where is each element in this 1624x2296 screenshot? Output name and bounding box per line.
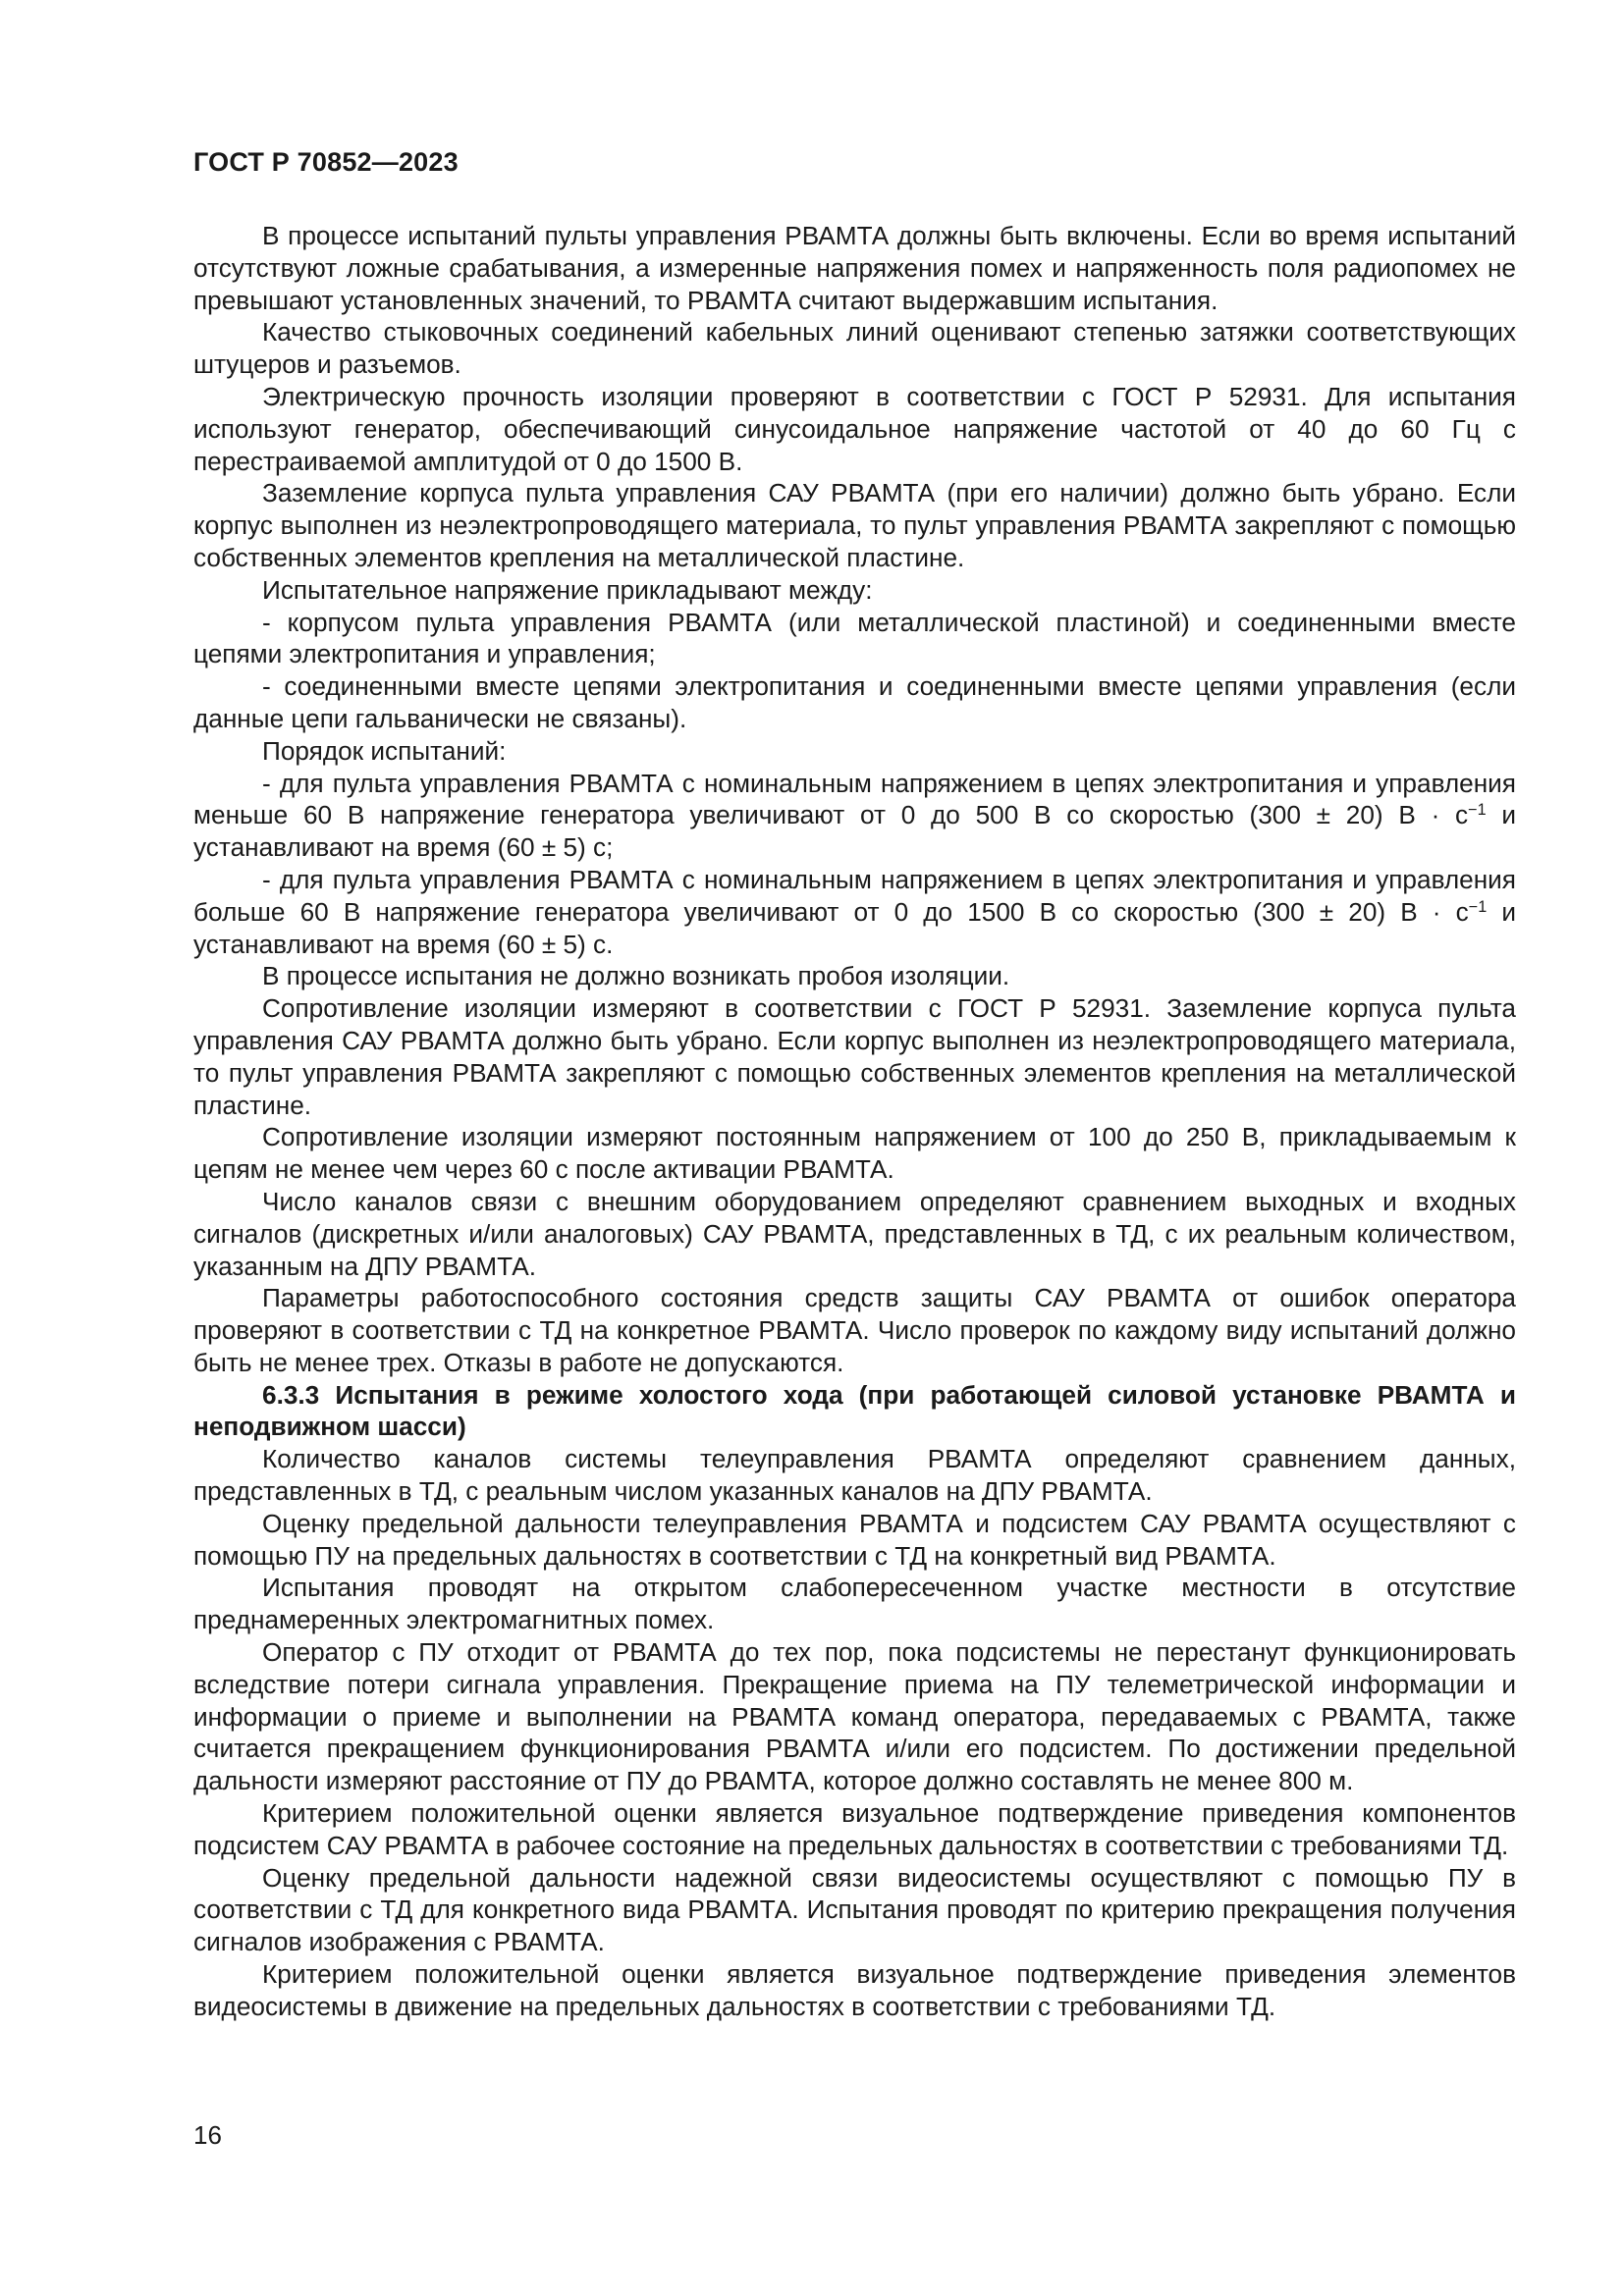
- paragraph: Число каналов связи с внешним оборудованием определяют сравнением выходных и входных сигналов (дискретных и/или аналоговых) САУ РВАМТА, представленных в ТД, с их реальным количеством, указанным на ДПУ РВАМТА.: [193, 1186, 1516, 1281]
- paragraph: Испытания проводят на открытом слабопересеченном участке местности в отсутствие преднамеренных электромагнитных помех.: [193, 1573, 1516, 1635]
- page-number: 16: [193, 2120, 222, 2150]
- list-item: - корпусом пульта управления РВАМТА (или металлической пластиной) и соединенными вместе цепями электропитания и управления;: [193, 607, 1516, 669]
- paragraph: Количество каналов системы телеуправления РВАМТА определяют сравнением данных, представленных в ТД, с реальным числом указанных каналов на ДПУ РВАМТА.: [193, 1444, 1516, 1507]
- list-item: - соединенными вместе цепями электропитания и соединенными вместе цепями управления (если данные цепи гальванически не связаны).: [193, 671, 1516, 733]
- list-item: [193, 864, 1516, 960]
- paragraph: Критерием положительной оценки является визуальное подтверждение приведения компонентов подсистем САУ РВАМТА в рабочее состояние на предельных дальностях в соответствии с требованиями ТД.: [193, 1798, 1516, 1860]
- paragraph: Качество стыковочных соединений кабельных линий оценивают степенью затяжки соответствующих штуцеров и разъемов.: [193, 317, 1516, 380]
- paragraph: Сопротивление изоляции измеряют постоянным напряжением от 100 до 250 В, прикладываемым к цепям не менее чем через 60 с после активации РВАМТА.: [193, 1122, 1516, 1185]
- paragraph: Критерием положительной оценки является визуальное подтверждение приведения элементов видеосистемы в движение на предельных дальностях в соответствии с требованиями ТД.: [193, 1959, 1516, 2021]
- paragraph: Электрическую прочность изоляции проверяют в соответствии с ГОСТ Р 52931. Для испытания используют генератор, обеспечивающий синусоидальное напряжение частотой от 40 до 60 Гц с перестраиваемой амплитудой от 0 до 1500 В.: [193, 381, 1516, 476]
- paragraph: Сопротивление изоляции измеряют в соответствии с ГОСТ Р 52931. Заземление корпуса пульта управления САУ РВАМТА должно быть убрано. Если корпус выполнен из неэлектропроводящего материала, то пульт управления РВАМТА закрепляют с помощью собственных элементов крепления на металлической пластине.: [193, 993, 1516, 1120]
- paragraph: В процессе испытания не должно возникать пробоя изоляции.: [262, 961, 1010, 991]
- exponent: −1: [1468, 801, 1487, 820]
- list-item-text: - для пульта управления РВАМТА с номинальным напряжением в цепях электропитания и управления меньше 60 В напряжение генератора увеличивают от 0 до 500 В со скоростью (300 ± 20) В · с: [193, 768, 1516, 830]
- list-item-tail: и устанавливают на время (60 ± 5) с;: [193, 800, 1517, 863]
- exponent: −1: [1468, 897, 1488, 916]
- paragraph: Оператор с ПУ отходит от РВАМТА до тех пор, пока подсистемы не перестанут функционировать вследствие потери сигнала управления. Прекращение приема на ПУ телеметрической информации и информации о приеме и выполнении на РВАМТА команд оператора, передаваемых с РВАМТА, также считается прекращением функционирования РВАМТА и/или его подсистем. По достижении предельной дальности измеряют расстояние от ПУ до РВАМТА, которое должно составлять не менее 800 м.: [193, 1637, 1516, 1796]
- paragraph: В процессе испытаний пульты управления РВАМТА должны быть включены. Если во время испытаний отсутствуют ложные срабатывания, а измеренные напряжения помех и напряженность поля радиопомех не превышают установленных значений, то РВАМТА считают выдержавшим испытания.: [193, 221, 1516, 315]
- paragraph: Оценку предельной дальности телеуправления РВАМТА и подсистем САУ РВАМТА осуществляют с помощью ПУ на предельных дальностях в соответствии с ТД на конкретный вид РВАМТА.: [193, 1508, 1516, 1571]
- section-heading: 6.3.3 Испытания в режиме холостого хода (при работающей силовой установке РВАМТА и неподвижном шасси): [193, 1379, 1516, 1442]
- paragraph: Испытательное напряжение прикладывают между:: [262, 574, 873, 605]
- list-item: [193, 768, 1516, 864]
- paragraph: Параметры работоспособного состояния средств защиты САУ РВАМТА от ошибок оператора проверяют в соответствии с ТД на конкретное РВАМТА. Число проверок по каждому виду испытаний должно быть не менее трех. Отказы в работе не допускаются.: [193, 1283, 1516, 1377]
- standard-id-header: ГОСТ Р 70852—2023: [193, 147, 459, 177]
- list-item-tail: и устанавливают на время (60 ± 5) с.: [193, 896, 1517, 959]
- body-text: [193, 220, 1516, 2023]
- paragraph: Порядок испытаний:: [262, 735, 507, 766]
- paragraph: Оценку предельной дальности надежной связи видеосистемы осуществляют с помощью ПУ в соответствии с ТД для конкретного вида РВАМТА. Испытания проводят по критерию прекращения получения сигналов изображения с РВАМТА.: [193, 1862, 1516, 1957]
- paragraph: Заземление корпуса пульта управления САУ РВАМТА (при его наличии) должно быть убрано. Если корпус выполнен из неэлектропроводящего материала, то пульт управления РВАМТА закрепляют с помощью собственных элементов крепления на металлической пластине.: [193, 478, 1516, 572]
- list-item-text: - для пульта управления РВАМТА с номинальным напряжением в цепях электропитания и управления больше 60 В напряжение генератора увеличивают от 0 до 1500 В со скоростью (300 ± 20) В · с: [193, 864, 1516, 927]
